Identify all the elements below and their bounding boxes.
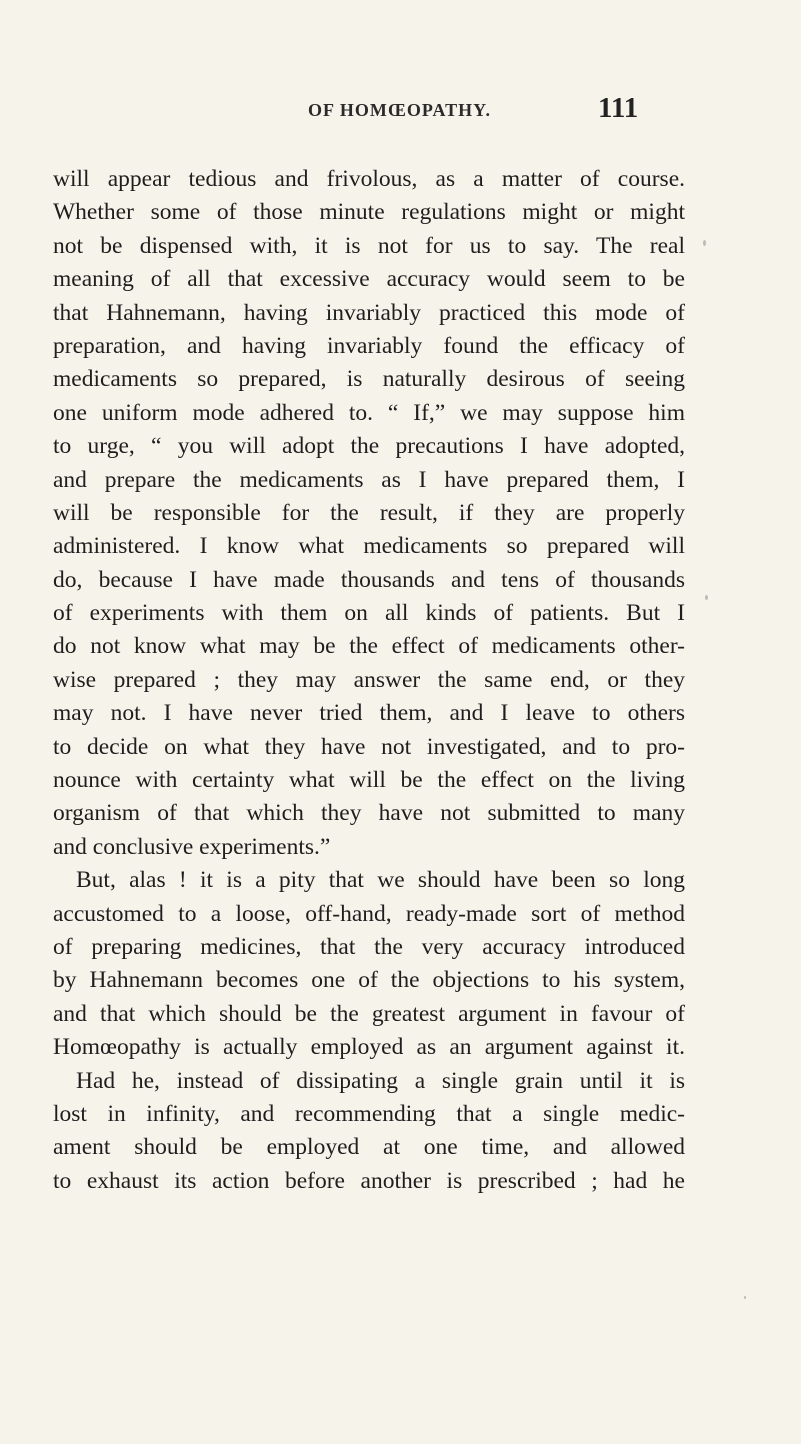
paper-speck [703,240,706,246]
text-line: of experiments with them on all kinds of patients. But I [53,600,685,627]
paragraph-start-line: Had he, instead of dissipating a single grain until it is [76,1067,685,1094]
page-header [0,90,801,130]
text-line: Whether some of those minute regulations might or might [53,199,685,226]
text-line: will appear tedious and frivolous, as a matter of course. [53,166,685,192]
text-line: may not. I have never tried them, and I leave to others [53,700,685,727]
text-line: accustomed to a loose, off-hand, ready-made sort of method [53,900,685,927]
body-text [53,163,685,1198]
text-line: and prepare the medicaments as I have prepared them, I [53,466,685,493]
text-line: and that which should be the greatest argument in favour of [53,1000,685,1027]
text-line: do, because I have made thousands and tens of thousands [53,566,685,593]
text-line: medicaments so prepared, is naturally desirous of seeing [53,366,685,393]
text-line: administered. I know what medicaments so prepared will [53,533,685,560]
page-number: 111 [598,92,639,124]
text-line: to urge, “ you will adopt the precautions I have adopted, [53,433,685,460]
text-line: Homœopathy is actually employed as an argument against it. [53,1034,685,1061]
text-line: nounce with certainty what will be the effect on the living [53,767,685,794]
text-line: wise prepared ; they may answer the same end, or they [53,666,685,693]
text-line: and conclusive experiments.” [53,833,331,860]
paper-speck [744,1296,746,1299]
text-line: one uniform mode adhered to. “ If,” we may suppose him [53,399,685,426]
paper-speck [705,595,708,600]
text-line: of preparing medicines, that the very accuracy introduced [53,933,685,960]
text-line: organism of that which they have not submitted to many [53,800,685,827]
text-line: to decide on what they have not investigated, and to pro- [53,733,685,760]
paragraph-start-line: But, alas ! it is a pity that we should have been so long [76,867,685,894]
text-line: do not know what may be the effect of medicaments other- [53,633,685,660]
text-line: lost in infinity, and recommending that a single medic- [53,1100,685,1127]
text-line: by Hahnemann becomes one of the objections to his system, [53,967,685,994]
text-line: not be dispensed with, it is not for us to say. The real [53,232,685,259]
text-line: to exhaust its action before another is prescribed ; had he [53,1167,685,1194]
text-line: meaning of all that excessive accuracy would seem to be [53,266,685,293]
text-line: that Hahnemann, having invariably practiced this mode of [53,299,685,326]
text-line: will be responsible for the result, if they are properly [53,499,685,526]
text-line: preparation, and having invariably found the efficacy of [53,332,685,359]
text-line: ament should be employed at one time, and allowed [53,1134,685,1161]
running-title: OF HOMŒOPATHY. [308,100,491,120]
